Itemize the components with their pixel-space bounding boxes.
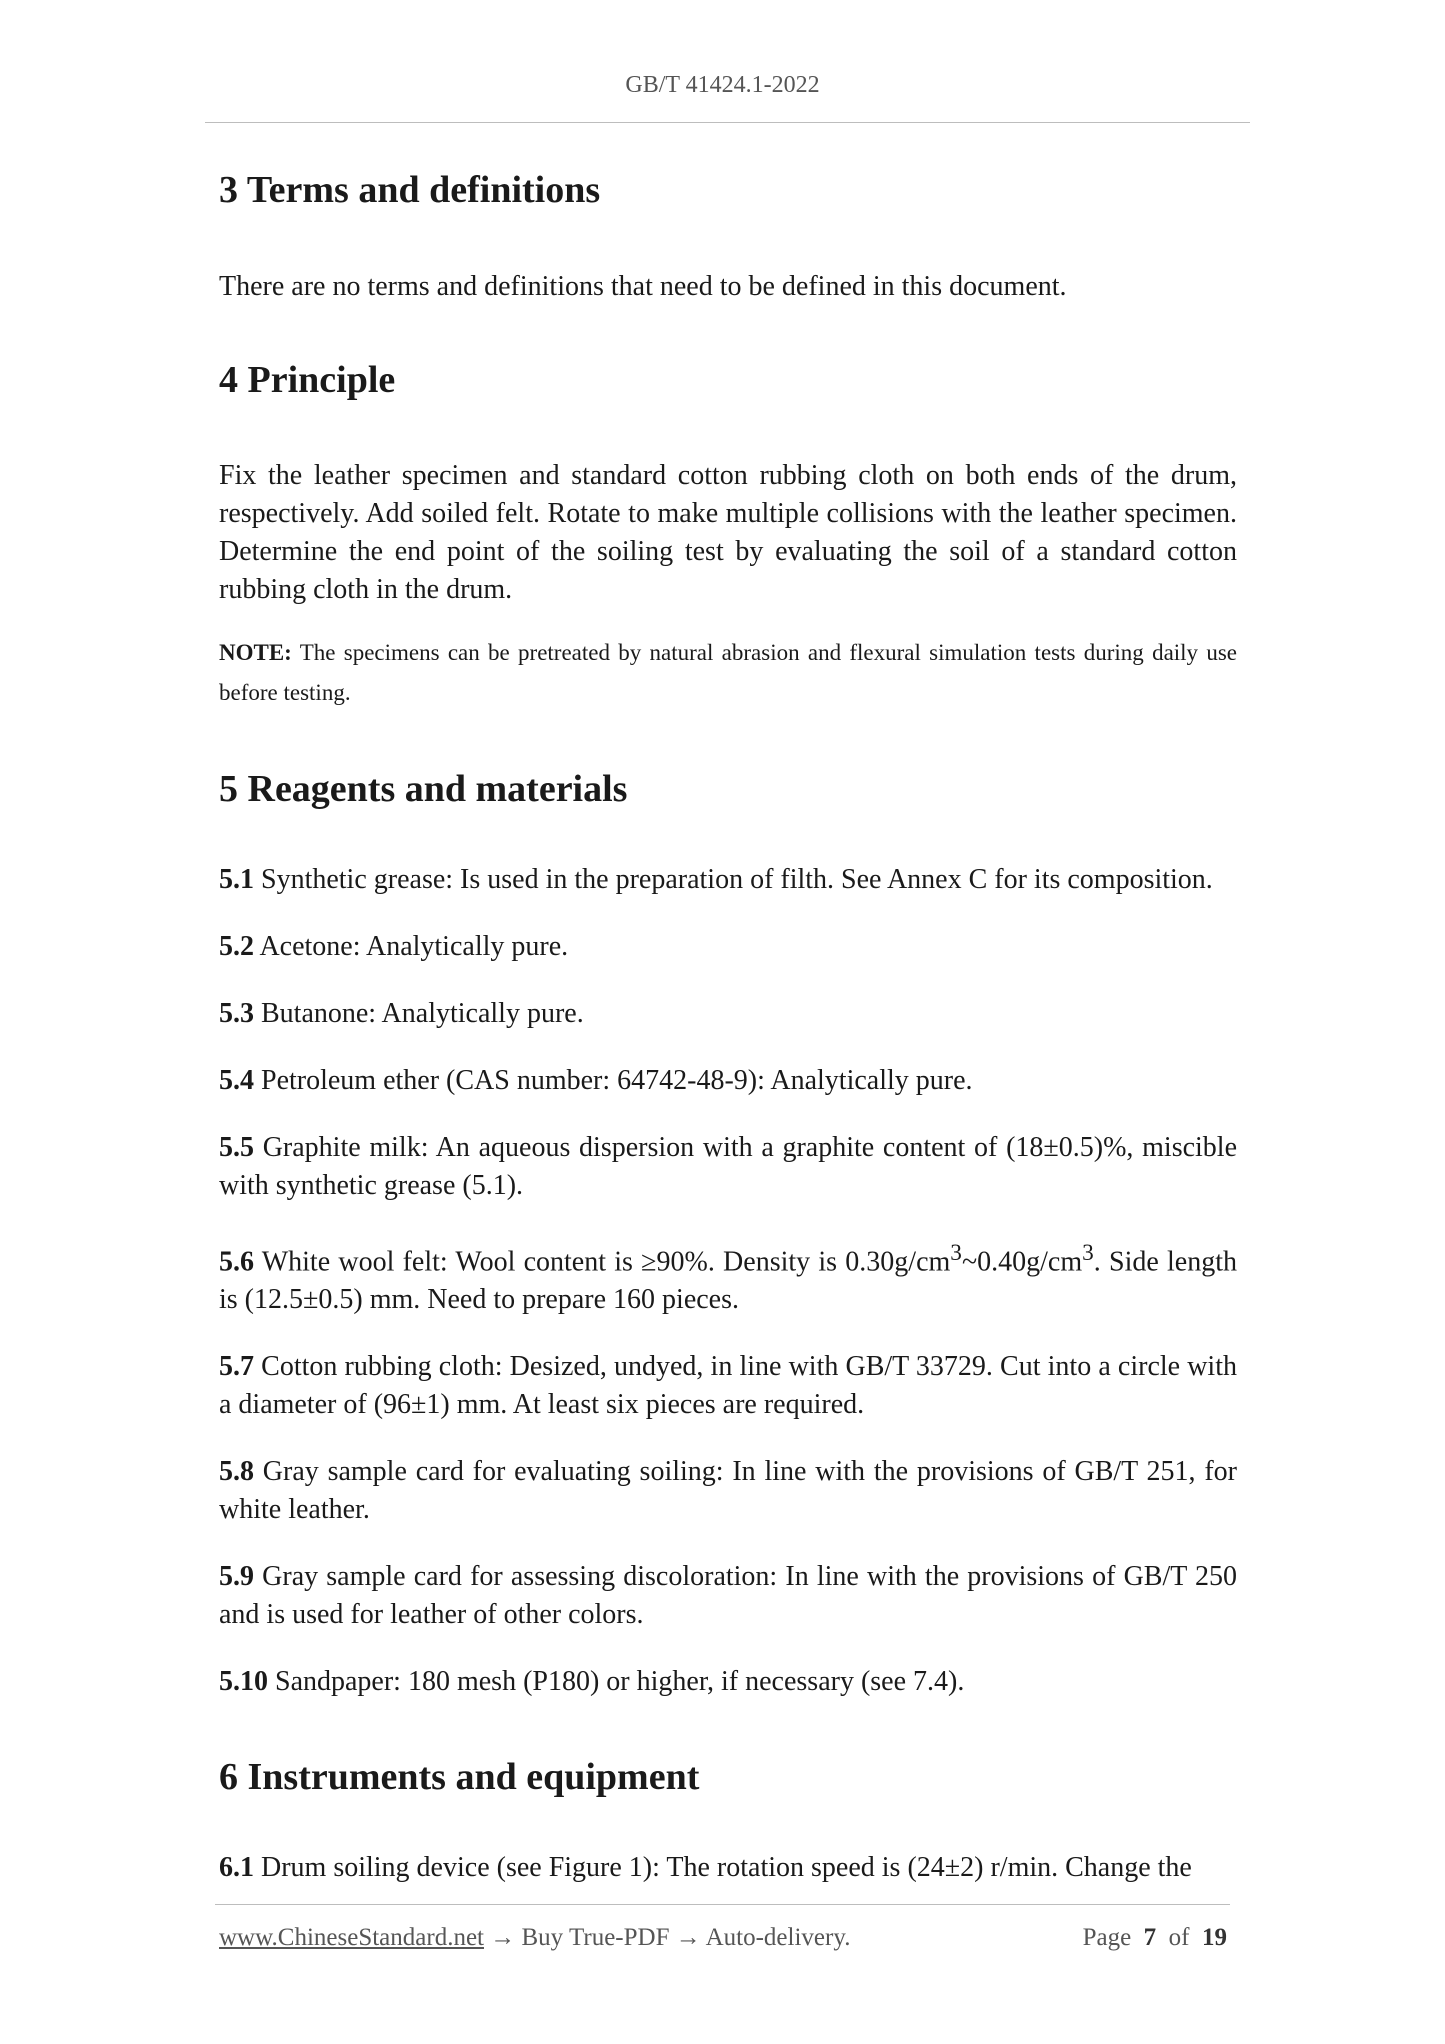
- item-text: Sandpaper: 180 mesh (P180) or higher, if necessary (see 7.4).: [268, 1666, 965, 1698]
- section-heading-reagents: 5 Reagents and materials: [219, 768, 628, 811]
- note-text: The specimens can be pretreated by natural abrasion and flexural simulation tests during daily use before testing.: [219, 640, 1237, 706]
- footer-divider: [215, 1904, 1230, 1905]
- reagent-item-5-3: [219, 995, 1237, 1033]
- item-text: Cotton rubbing cloth: Desized, undyed, in line with GB/T 33729. Cut into a circle with a diameter of (96±1) mm. At least six pieces are required.: [219, 1351, 1237, 1421]
- item-number: 5.8: [219, 1456, 254, 1488]
- buy-text: Buy True-PDF: [521, 1924, 670, 1951]
- section-heading-instruments: 6 Instruments and equipment: [219, 1756, 700, 1799]
- item-text: White wool felt: Wool content is ≥90%. Density is 0.30g/cm: [254, 1246, 951, 1278]
- item-text: Graphite milk: An aqueous dispersion with a graphite content of (18±0.5)%, miscible with synthetic grease (5.1).: [219, 1131, 1237, 1201]
- item-number: 5.10: [219, 1666, 268, 1698]
- reagent-item-5-4: [219, 1062, 1237, 1100]
- section-heading-terms: 3 Terms and definitions: [219, 169, 601, 211]
- item-number: 5.5: [219, 1131, 254, 1163]
- item-text: Butanone: Analytically pure.: [254, 997, 584, 1029]
- item-text: ~0.40g/cm: [961, 1246, 1083, 1278]
- item-text: Gray sample card for evaluating soiling: In line with the provisions of GB/T 251, for white leather.: [219, 1456, 1237, 1526]
- item-text: Petroleum ether (CAS number: 64742-48-9): Analytically pure.: [254, 1064, 973, 1096]
- item-number: 6.1: [219, 1851, 254, 1883]
- reagent-item-5-1: [219, 861, 1237, 899]
- document-code-header: GB/T 41424.1-2022: [625, 72, 820, 98]
- item-text: . Side length is (12.5±0.5) mm. Need to prepare 160 pieces.: [219, 1246, 1238, 1316]
- section-heading-principle: 4 Principle: [219, 358, 396, 401]
- page-label: Page: [1082, 1924, 1132, 1951]
- principle-note: [219, 633, 1237, 713]
- note-label: NOTE:: [219, 640, 292, 666]
- page-number: 7: [1143, 1924, 1157, 1951]
- item-number: 5.3: [219, 997, 254, 1029]
- item-number: 5.7: [219, 1351, 254, 1383]
- footer-links: [219, 1924, 850, 1952]
- principle-paragraph: Fix the leather specimen and standard cotton rubbing cloth on both ends of the drum, respectively. Add soiled felt. Rotate to make multiple collisions with the leather specimen. Determine the end point of the soiling test by evaluating the soil of a standard cotton rubbing cloth in the drum.: [219, 460, 1237, 606]
- reagent-item-5-9: [219, 1558, 1237, 1634]
- item-text: Synthetic grease: Is used in the preparation of filth. See Annex C for its composition.: [254, 863, 1213, 895]
- page-total: 19: [1202, 1924, 1227, 1951]
- superscript: 3: [950, 1239, 962, 1266]
- superscript: 3: [1082, 1239, 1094, 1266]
- item-text: Drum soiling device (see Figure 1): The rotation speed is (24±2) r/min. Change the: [254, 1851, 1192, 1883]
- item-number: 5.6: [219, 1246, 254, 1278]
- terms-paragraph: There are no terms and definitions that need to be defined in this document.: [219, 270, 1067, 302]
- item-number: 5.2: [219, 930, 254, 962]
- instrument-item-6-1: [219, 1849, 1237, 1887]
- reagent-item-5-2: [219, 928, 1237, 966]
- site-link[interactable]: www.ChineseStandard.net: [219, 1924, 484, 1951]
- arrow-icon: →: [669, 1924, 706, 1951]
- reagent-item-5-6: [219, 1234, 1237, 1319]
- item-number: 5.9: [219, 1561, 254, 1593]
- arrow-icon: →: [484, 1924, 522, 1951]
- reagent-item-5-8: [219, 1453, 1237, 1529]
- header-divider: [205, 122, 1250, 123]
- of-label: of: [1168, 1924, 1190, 1951]
- item-number: 5.4: [219, 1064, 254, 1096]
- item-text: Acetone: Analytically pure.: [254, 930, 569, 962]
- item-text: Gray sample card for assessing discoloration: In line with the provisions of GB/T 250 and is used for leather of other colors.: [219, 1561, 1237, 1631]
- page-indicator: [1083, 1924, 1227, 1952]
- reagent-item-5-7: [219, 1348, 1237, 1424]
- page-content: [219, 168, 1237, 1887]
- reagent-item-5-10: [219, 1663, 1237, 1701]
- delivery-text: Auto-delivery.: [705, 1924, 851, 1951]
- item-number: 5.1: [219, 863, 254, 895]
- reagent-item-5-5: [219, 1129, 1237, 1205]
